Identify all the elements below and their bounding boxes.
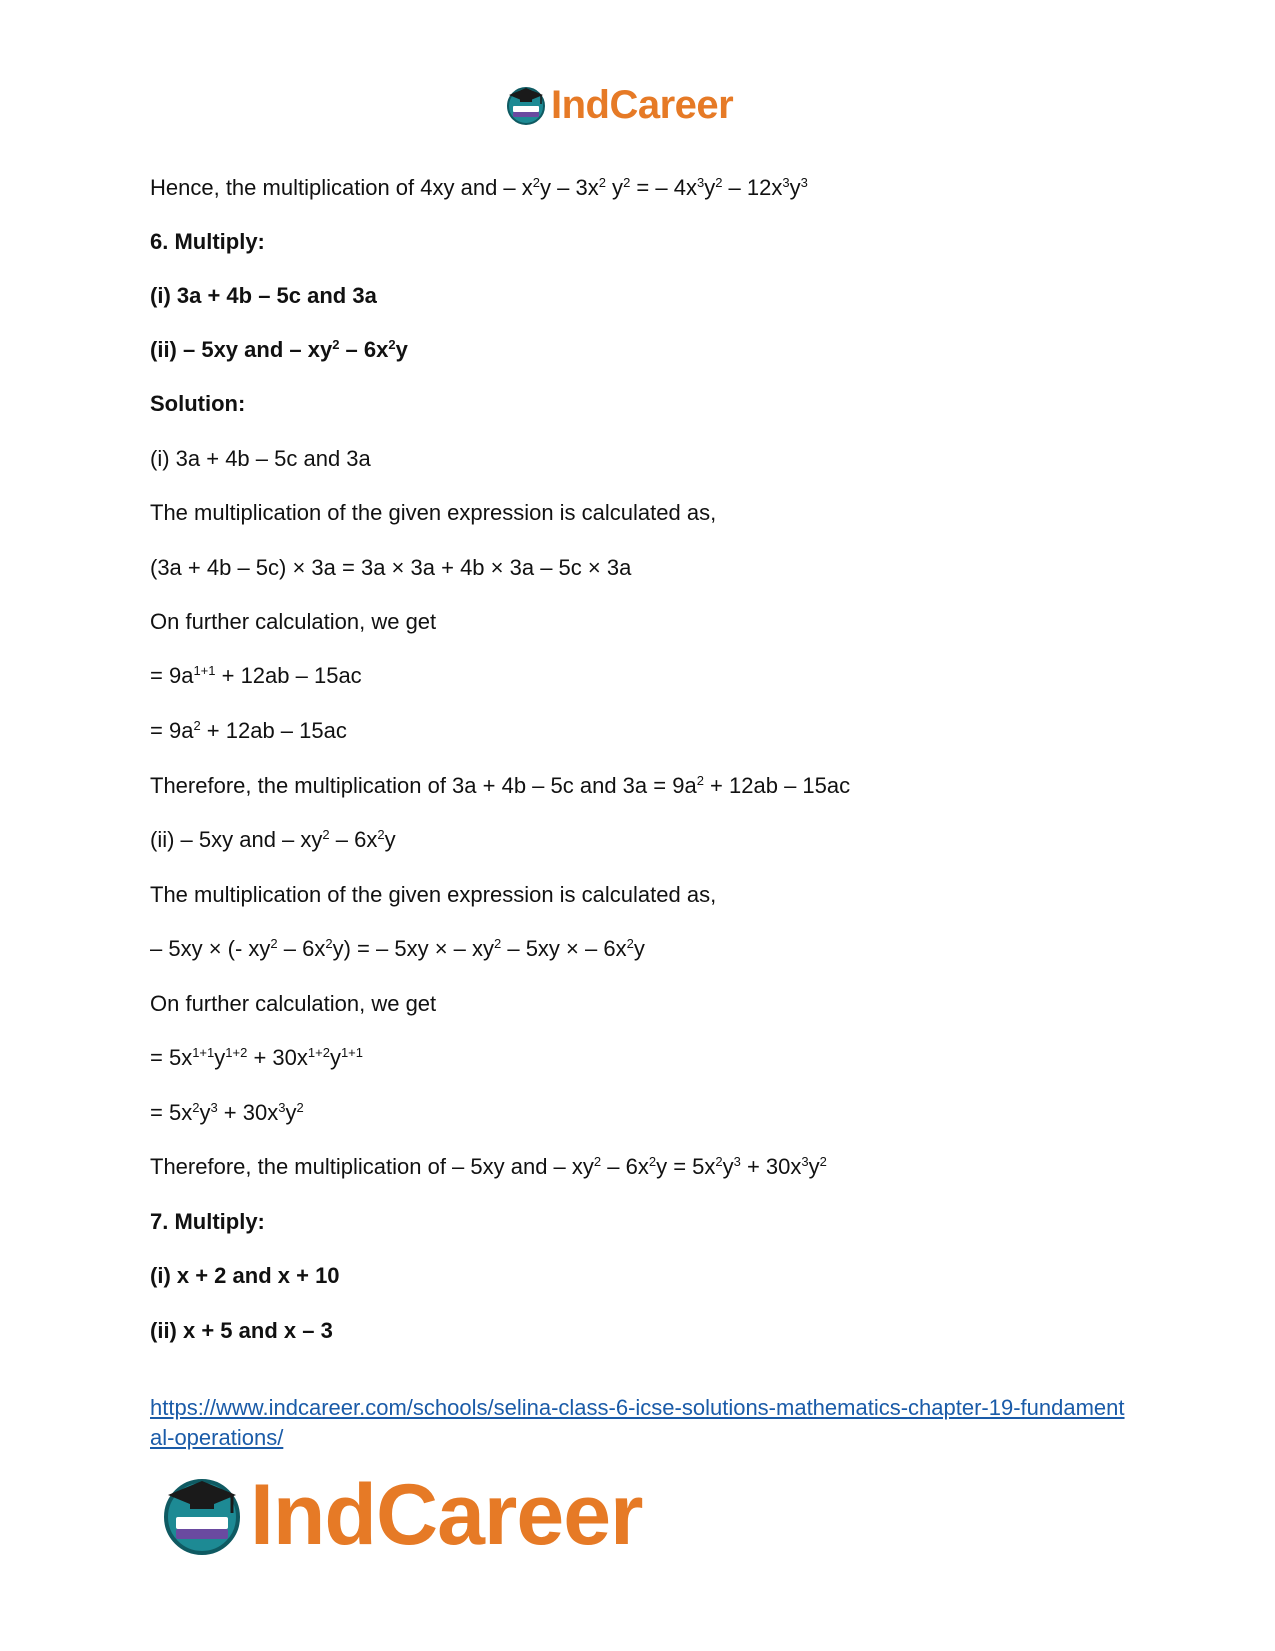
graduation-globe-icon [505, 84, 547, 126]
graduation-globe-icon [160, 1473, 244, 1557]
solution-part-label: (ii) – 5xy and – $xy^2 - 6x^2y$ [150, 827, 396, 852]
solution-text: On further calculation, we get [150, 609, 437, 634]
header-logo [505, 80, 733, 130]
solution-part-label: (i) 3a + 4b – 5c and 3a [150, 446, 371, 471]
solution-heading: Solution: [150, 391, 246, 416]
source-url-link[interactable]: https://www.indcareer.com/schools/selina-class-6-icse-solutions-mathematics-chapter-19-fundamental-operations/ [150, 1395, 1125, 1450]
question-part: (ii) – 5xy and – $xy^2 - 6x^2y$ [150, 337, 408, 362]
solution-text: On further calculation, we get [150, 991, 437, 1016]
solution-equation: (3a + 4b – 5c) × 3a = 3a × 3a + 4b × 3a – 5c × 3a [150, 555, 632, 580]
result-line: Hence, the multiplication of 4xy and – $x^2y - 3x^2$ $y^2$ = – $4x^3y^2 - 12x^3y^3$ [150, 175, 808, 200]
question-part: (i) x + 2 and x + 10 [150, 1263, 340, 1288]
question-heading: 7. Multiply: [150, 1209, 265, 1234]
solution-text: The multiplication of the given expression is calculated as, [150, 882, 717, 907]
footer-logo [160, 1465, 643, 1565]
question-part: (ii) x + 5 and x – 3 [150, 1318, 333, 1343]
question-heading: 6. Multiply: [150, 229, 265, 254]
solution-equation: = $9a^{1+1} + 12ab - 15ac$ [150, 663, 362, 688]
solution-equation: = $9a^2 + 12ab - 15ac$ [150, 718, 347, 743]
solution-result: Therefore, the multiplication of – 5xy and – $xy^2 - 6x^2y = 5x^2y^3 + 30x^3y^2$ [150, 1154, 827, 1179]
header-logo-text: IndCareer [551, 83, 734, 127]
footer-logo-text: IndCareer [250, 1467, 643, 1563]
solution-equation: = $5x^2y^3 + 30x^3y^2$ [150, 1100, 304, 1125]
question-part: (i) 3a + 4b – 5c and 3a [150, 283, 377, 308]
solution-equation: = $5x^{1+1}y^{1+2} + 30x^{1+2}y^{1+1}$ [150, 1045, 363, 1070]
solution-result: Therefore, the multiplication of 3a + 4b – 5c and $3a = 9a^2 + 12ab - 15ac$ [150, 773, 851, 798]
solution-text: The multiplication of the given expression is calculated as, [150, 500, 717, 525]
solution-equation: – 5xy × (- $xy^2 - 6x^2y$) = – 5xy × – $xy^2 - 5xy$ × – $6x^2y$ [150, 936, 645, 961]
